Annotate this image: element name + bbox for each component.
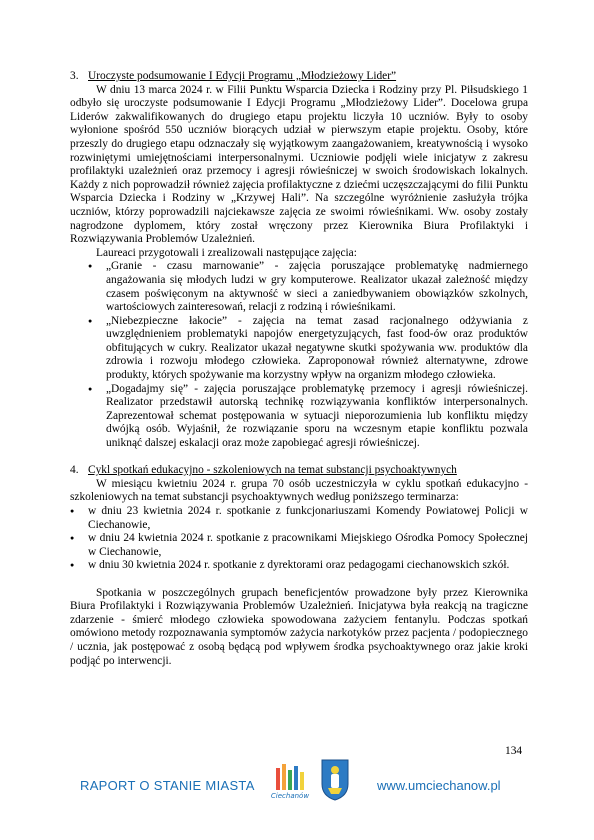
page-number: 134	[505, 745, 523, 757]
section-3-paragraph: W dniu 13 marca 2024 r. w Filii Punktu Wsparcia Dziecka i Rodziny przy Pl. Piłsudskiego 1 odbyło się uroczyste podsumowanie I Edycji Programu „Młodzieżowy Lider”. Docelowa grupa Liderów zakwalifikowanych do drugiego etapu projektu liczyła 10 uczniów. Były to osoby wyłonione spośród 550 uczniów biorących udział w pierwszym etapie projektu. Osoby, które przeszly do drugiego etapu odznaczały się wyjątkowym zaangażowaniem, kreatywnością i wysoko rozwiniętymi umiejętnościami interpersonalnymi. Uczniowie podjęli wiele inicjatyw z zakresu profilaktyki uzależnień oraz przemocy i agresji rówieśniczej w swoich środowiskach lokalnych. Każdy z nich poprowadził również zajęcia profilaktyczne z dziećmi uczęszczającymi do filii Punktu Wsparcia Dziecka i Rodziny w „Krzywej Hali”. Na szczególne wyróżnienie zasłużyła trójka uczniów, którzy poprowadzili najciekawsze zajęcia ze swoimi rówieśnikami. Ww. osoby zostały nagrodzone dyplomem, który został wręczony przez Kierownika Biura Profilaktyki i Rozwiązywania Problemów Uzależnień.	[70, 83, 528, 246]
section-3-title: Uroczyste podsumowanie I Edycji Programu „Młodzieżowy Lider”	[88, 70, 397, 82]
section-4-number: 4.	[70, 464, 79, 477]
page-content	[70, 70, 528, 668]
activities-list	[88, 260, 528, 450]
list-item: ● w dniu 24 kwietnia 2024 r. spotkanie z pracownikami Miejskiego Ośrodka Pomocy Społecznej w Ciechanowie,	[70, 532, 528, 559]
coat-of-arms-icon	[320, 758, 350, 802]
laureates-intro: Laureaci przygotowali i zrealizowali następujące zajęcia:	[96, 246, 357, 259]
city-logo-icon	[270, 760, 310, 800]
list-item: ● „Granie - czasu marnowanie” - zajęcia poruszające problematykę nadmiernego angażowania się młodych ludzi w gry komputerowe. Realizator ukazał zależność między czasem poświęconym na aktywność w sieci a zaniedbywaniem obowiązków szkolnych, wartościowych zainteresowań, relacji z rodziną i rówieśnikami.	[88, 260, 528, 314]
footer	[0, 758, 594, 808]
list-item: ● w dniu 30 kwietnia 2024 r. spotkanie z dyrektorami oraz pedagogami ciechanowskich szkół.	[70, 559, 528, 573]
footer-website: www.umciechanow.pl	[377, 778, 501, 793]
footer-report-title: RAPORT O STANIE MIASTA	[80, 778, 255, 793]
meetings-list	[70, 505, 528, 573]
spacer	[70, 451, 528, 465]
logo-text: Ciechanów	[270, 792, 310, 800]
list-item: ● w dniu 23 kwietnia 2024 r. spotkanie z funkcjonariuszami Komendy Powiatowej Policji w Ciechanowie,	[70, 505, 528, 532]
section-4-title: Cykl spotkań edukacyjno - szkoleniowych na temat substancji psychoaktywnych	[88, 464, 457, 477]
section-4-paragraph: W miesiącu kwietniu 2024 r. grupa 70 osób uczestniczyła w cyklu spotkań edukacyjno - szkoleniowych na temat substancji psychoaktywnych według poniższego terminarza:	[70, 477, 528, 504]
section-4-heading	[70, 464, 528, 478]
section-4-summary-paragraph: Spotkania w poszczególnych grupach beneficjentów prowadzone były przez Kierownika Biura Profilaktyki i Rozwiązywania Problemów Uzależnień. Inicjatywa była reakcją na tragiczne zdarzenie - śmierć młodego człowieka spowodowana zażyciem fentanylu. Podczas spotkań omówiono metody rozpoznawania symptomów zażycia narkotyków przez pacjenta / podopiecznego / ucznia, jak postępować z osobą będącą pod wpływem środka psychoaktywnego oraz jakie kroki podjąć po interwencji.	[70, 586, 528, 667]
list-item: ● „Dogadajmy się” - zajęcia poruszające problematykę przemocy i agresji rówieśniczej. Realizator przedstawił autorską technikę rozwiązywania konfliktów interpersonalnych. Zaprezentował schemat postępowania w sytuacji nieporozumienia lub konfliktu między dwójką osób. Wyjaśnił, że rozwiązanie sporu na wczesnym etapie konfliktu pozwala uniknąć dalszej eskalacji oraz może zapobiegać agresji rówieśniczej.	[88, 383, 528, 451]
spacer	[70, 573, 528, 587]
section-3-heading	[70, 70, 528, 84]
list-item: ● „Niebezpieczne łakocie” - zajęcia na temat zasad racjonalnego odżywiania z uwzględnieniem problematyki napojów energetyzujących, fast food-ów oraz produktów obfitujących w cukry. Realizator ukazał negatywne skutki spożywania ww. produktów dla zdrowia i rozwoju młodego człowieka. Zaproponował również alternatywne, zdrowe produkty, których spożywanie ma korzystny wpływ na organizm młodego człowieka.	[88, 315, 528, 383]
section-3-number: 3.	[70, 70, 79, 82]
